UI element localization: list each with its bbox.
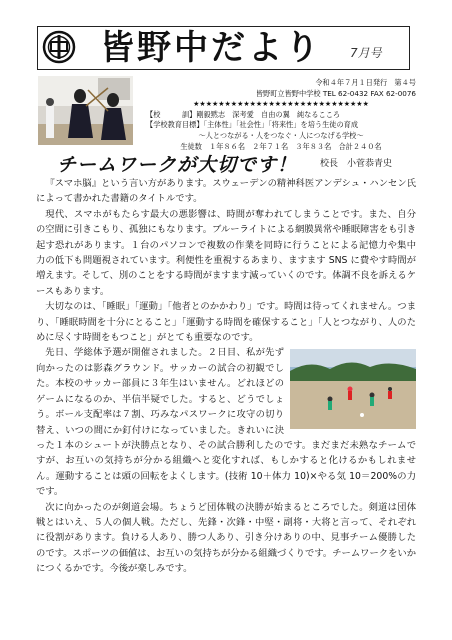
- masthead-info: [146, 78, 416, 152]
- article-body: [36, 176, 416, 577]
- school-tagline: ～人とつながる・人をつなぐ・人につなげる学校～: [198, 130, 364, 140]
- school-motto: 【校 訓】剛毅黙志 深考愛 自由の翼 純なるこころ: [146, 109, 341, 119]
- article-paragraph: 大切なのは、「睡眠」「運動」「他者とのかかわり」です。時間は待ってくれません。つまり、「睡眠時間を十分にとること」「運動する時間を確保すること」「人とつながり、人のために尽くす時間をもつこと」がとても重要なのです。: [36, 301, 416, 344]
- kendo-photo: [38, 76, 133, 145]
- student-count: 生徒数 １年８６名 ２年７１名 ３年８３名 合計２４０名: [180, 141, 382, 151]
- article-paragraph: 次に向かったのが剣道会場。ちょうど団体戦の決勝が始まるところでした。剣道は団体戦とはいえ、５人の個人戦。ただし、先鋒・次鋒・中堅・副将・大将と言って、それぞれに役割があります。負ける人あり、勝つ人あり、引き分けありの中、見事チーム優勝したのです。スポーツの価値は、お互いの気持ちが分かる組織づくりです。チームワークをいかにつくるかです。今後が楽しみです。: [36, 501, 416, 575]
- star-divider: ★★★★★★★★★★★★★★★★★★★★★★★★★★★★: [193, 100, 369, 109]
- article-paragraph: 先日、学総体予選が開催されました。２日目、私が先ず向かったのは影森グラウンド。サッカーの試合の初観でした。本校のサッカー部員に３年生はいません。どれほどのゲームになるのか、半信半疑でした。すると、どうでしょう。ボール支配率は７割、巧みなパスワークに攻守の切り替え、いつの間にか釘付けになっていました。きれいに決った１本のシュートが決勝点となり、その試合勝利したのです。まだまだ未熟なチームですが、お互いの気持ちが分かる組織へと変化すれば、もしかすると化けるかもしれません。運動することは頭の回転をよくします。(技術 10＋体力 10)×やる気 10＝200%の力です。: [36, 347, 416, 498]
- school-goal: 【学校教育目標】「主体性」「社会性」「将来性」を培う生徒の育成: [146, 120, 359, 130]
- newsletter-title: 皆野中だより: [100, 28, 322, 68]
- issue-line: 令和４年７月１日発行 第４号: [315, 78, 416, 87]
- article-headline: チームワークが大切です！: [57, 154, 298, 176]
- article-byline: 校長 小菅恭青史: [320, 159, 393, 169]
- article-paragraph: 現代、スマホがもたらす最大の悪影響は、時間が奪われてしまうことです。また、自分の空間に引きこもり、孤独にもなります。ブルーライトによる網膜異常や睡眠障害をも引き起す恐れがあります。１台のパソコンで複数の作業を同時に行うことによる記憶力や集中力の低下も問題視されています。利便性を重視するあまり、ますます SNS に費やす時間が増えます。そして、別のことをする時間がますます減っていくのです。体調不良を訴えるケースもあります。: [36, 208, 416, 297]
- soccer-photo: [290, 349, 416, 429]
- issue-month: 7月号: [350, 46, 382, 60]
- school-emblem-icon: [42, 30, 76, 64]
- school-contact: 皆野町立皆野中学校 TEL 62-0432 FAX 62-0076: [255, 88, 416, 98]
- article-paragraph: 『スマホ脳』という言い方があります。スウェーデンの精神科医アンデシュ・ハンセン氏によって書かれた書籍のタイトルです。: [36, 178, 416, 205]
